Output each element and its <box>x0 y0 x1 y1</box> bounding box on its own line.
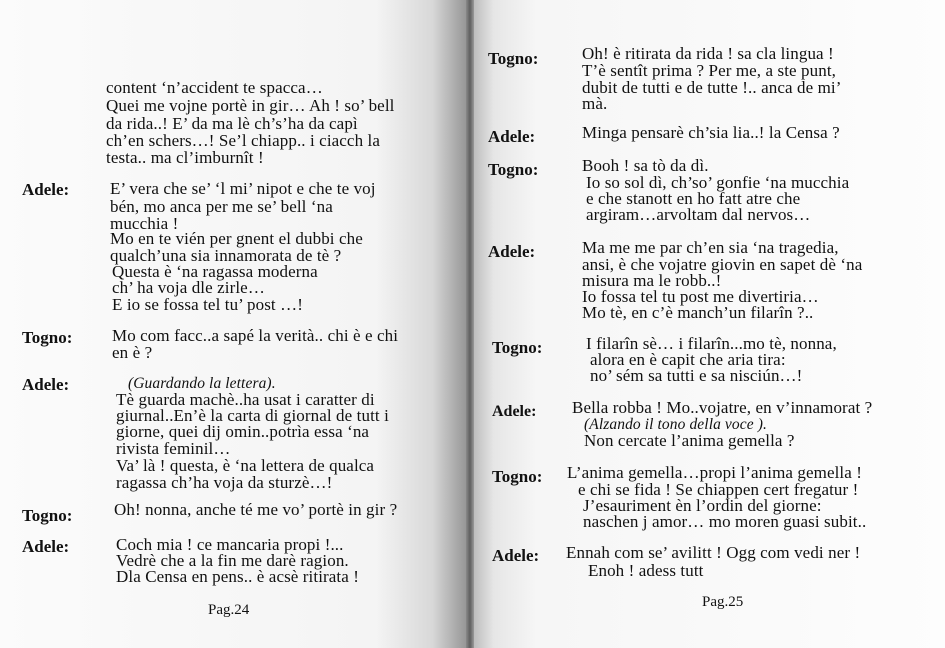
speaker-label: Adele: <box>488 127 536 146</box>
text-line: Minga pensarè ch’sia lia..! la Censa ? <box>582 123 840 142</box>
stage-direction: (Alzando il tono della voce ). <box>584 416 767 433</box>
text-line: bén, mo anca per me se’ bell ‘na <box>110 197 333 216</box>
text-line: J’esauriment èn l’ordin del giorne: <box>583 496 822 515</box>
text-line: Io fossa tel tu post me divertiria… <box>582 287 819 306</box>
text-line: mà. <box>582 94 608 113</box>
text-line: misura ma le robb..! <box>582 271 722 290</box>
text-line: ragassa ch’ha voja da sturzè…! <box>116 473 333 492</box>
text-line: Tè guarda machè..ha usat i caratter di <box>116 390 375 409</box>
page-number: Pag.25 <box>702 594 744 610</box>
text-line: E’ vera che se’ ‘l mi’ nipot e che te voj <box>110 179 376 198</box>
speaker-label: Adele: <box>22 180 70 199</box>
text-line: ansi, è che vojatre giovin en sapet dè ‘na <box>582 255 863 274</box>
speaker-label: Togno: <box>492 467 543 486</box>
text-line: Booh ! sa tò da dì. <box>582 156 709 175</box>
text-line: Mo en te vién per gnent el dubbi che <box>110 229 363 248</box>
text-line: Mo tè, en c’è manch’un filarîn ?.. <box>582 303 814 322</box>
text-line: Enoh ! adess tutt <box>588 561 704 580</box>
text-line: da rida..! E’ da ma lè ch’s’ha da capì <box>106 114 358 133</box>
text-line: Mo com facc..a sapé la verità.. chi è e chi <box>112 326 399 345</box>
text-line: Quei me vojne portè in gir… Ah ! so’ bell <box>106 96 395 115</box>
speaker-label: Togno: <box>22 328 73 347</box>
text-line: testa.. ma cl’imburnît ! <box>106 148 264 167</box>
text-line: Coch mia ! ce mancaria propi !... <box>116 535 344 554</box>
text-line: Vedrè che a la fin me darè ragion. <box>116 551 349 570</box>
text-line: T’è sentît prima ? Per me, a ste punt, <box>582 61 837 80</box>
text-line: e che stanott en ho fatt atre che <box>586 189 801 208</box>
text-line: alora en è capit che aria tira: <box>590 350 786 369</box>
speaker-label: Togno: <box>488 160 539 179</box>
book-gutter <box>466 0 474 648</box>
text-line: content ‘n’accident te spacca… <box>106 78 323 97</box>
text-line: I filarîn sè… i filarîn...mo tè, nonna, <box>586 334 837 353</box>
right-page <box>470 0 945 648</box>
speaker-label: Adele: <box>488 242 536 261</box>
speaker-label: Togno: <box>488 49 539 68</box>
text-line: e chi se fida ! Se chiappen cert fregatur ! <box>578 480 859 499</box>
text-line: L’anima gemella…propi l’anima gemella ! <box>567 463 862 482</box>
text-line: naschen j amor… mo moren guasi subit.. <box>583 512 867 531</box>
text-line: en è ? <box>112 343 153 362</box>
speaker-label: Adele: <box>22 375 70 394</box>
text-line: Oh! nonna, anche té me vo’ portè in gir ? <box>114 500 398 519</box>
text-line: Io so sol dì, ch’so’ gonfie ‘na mucchia <box>586 173 850 192</box>
left-page <box>0 0 470 648</box>
speaker-label: Adele: <box>492 403 537 420</box>
text-line: giorne, quei dij omin..potrìa essa ‘na <box>116 422 370 441</box>
text-line: qualch’una sia innamorata de tè ? <box>110 246 342 265</box>
page-number: Pag.24 <box>208 602 250 618</box>
text-line: Questa è ‘na ragassa moderna <box>112 262 318 281</box>
text-line: E io se fossa tel tu’ post …! <box>112 295 303 314</box>
speaker-label: Togno: <box>22 506 73 525</box>
text-line: Non cercate l’anima gemella ? <box>584 431 795 450</box>
text-line: rivista feminil… <box>116 439 231 458</box>
text-line: Ennah com se’ avilitt ! Ogg com vedi ner ! <box>566 543 861 562</box>
text-line: ch’ ha voja dle zirle… <box>112 278 265 297</box>
speaker-label: Adele: <box>492 546 540 565</box>
text-line: dubit de tutti e de tutte !.. anca de mi’ <box>582 78 842 97</box>
speaker-label: Adele: <box>22 537 70 556</box>
speaker-label: Togno: <box>492 338 543 357</box>
text-line: argiram…arvoltam dal nervos… <box>586 205 811 224</box>
text-line: Ma me me par ch’en sia ‘na tragedia, <box>582 238 839 257</box>
stage-direction: (Guardando la lettera). <box>128 375 276 392</box>
text-line: ch’en schers…! Se’l chiapp.. i ciacch la <box>106 131 380 150</box>
text-line: mucchia ! <box>110 214 179 233</box>
text-line: Oh! è ritirata da rida ! sa cla lingua ! <box>582 44 834 63</box>
text-line: Dla Censa en pens.. è acsè ritirata ! <box>116 567 360 586</box>
text-line: Bella robba ! Mo..vojatre, en v’innamorat ? <box>572 398 873 417</box>
text-line: no’ sém sa tutti e sa nisciún…! <box>590 366 803 385</box>
text-line: giurnal..En’è la carta di giornal de tutt i <box>116 406 389 425</box>
text-line: Va’ là ! questa, è ‘na lettera de qualca <box>116 456 375 475</box>
